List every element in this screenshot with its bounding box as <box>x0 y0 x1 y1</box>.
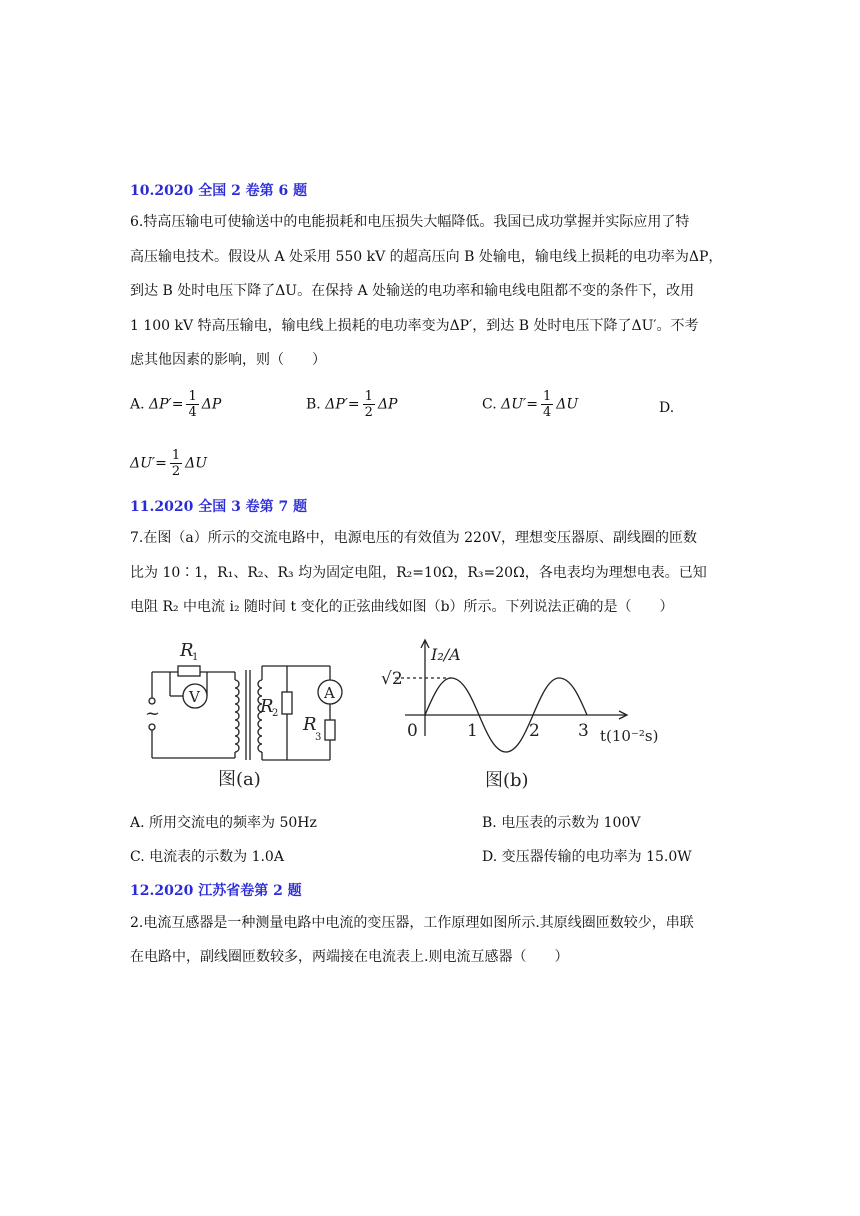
caption-figure-b: 图(b) <box>485 770 529 790</box>
q12-heading: 12.2020 江苏省卷第 2 题 <box>130 883 302 899</box>
q10-option-c: C. ΔU′= $\frac{1}{4}$ ΔU <box>482 389 579 420</box>
q10-line-4: 1 100 kV 特高压输电，输电线上损耗的电功率变为ΔP′，到达 B 处时电压下降了ΔU′。不考 <box>130 318 699 334</box>
q11-line-3: 电阻 R₂ 中电流 i₂ 随时间 t 变化的正弦曲线如图（b）所示。下列说法正确的是（ ） <box>130 599 674 615</box>
q11-option-a: A. 所用交流电的频率为 50Hz <box>130 815 317 831</box>
label-ammeter: A <box>324 684 335 702</box>
q11-heading: 11.2020 全国 3 卷第 7 题 <box>130 499 308 515</box>
label-r2-sub: 2 <box>272 708 279 719</box>
q10-option-d: ΔU′= $\frac{1}{2}$ ΔU <box>130 448 208 479</box>
label-r1-sub: 1 <box>192 652 199 663</box>
q10-heading: 10.2020 全国 2 卷第 6 题 <box>130 183 308 199</box>
q12-line-2: 在电路中，副线圈匝数较多，两端接在电流表上.则电流互感器（ ） <box>130 949 569 965</box>
q11-line-1: 7.在图（a）所示的交流电路中，电源电压的有效值为 220V，理想变压器原、副线圈的匝数 <box>130 530 697 546</box>
label-voltmeter: V <box>189 688 200 706</box>
resistor-r1 <box>178 666 200 676</box>
origin-label: 0 <box>407 721 418 741</box>
caption-figure-a: 图(a) <box>218 769 261 790</box>
q11-option-b: B. 电压表的示数为 100V <box>482 815 641 831</box>
q10-option-b: B. ΔP′= $\frac{1}{2}$ ΔP <box>306 389 398 420</box>
y-axis-label: I₂/A <box>431 645 461 664</box>
resistor-r3 <box>325 720 335 740</box>
q10-option-a: A. ΔP′= $\frac{1}{4}$ ΔP <box>130 389 222 420</box>
q10-line-5: 虑其他因素的影响，则（ ） <box>130 352 326 368</box>
label-r3: R <box>303 714 317 735</box>
q12-line-1: 2.电流互感器是一种测量电路中电流的变压器，工作原理如图所示.其原线圈匝数较少，串联 <box>130 915 694 931</box>
x-tick-1: 1 <box>467 721 478 741</box>
q11-option-c: C. 电流表的示数为 1.0A <box>130 849 284 865</box>
q10-line-1: 6.特高压输电可使输送中的电能损耗和电压损失大幅降低。我国已成功掌握并实际应用了特 <box>130 214 690 230</box>
label-r1: R <box>180 640 194 661</box>
x-axis-label: t(10⁻²s) <box>600 727 659 745</box>
resistor-r2 <box>282 692 292 714</box>
x-tick-3: 3 <box>578 721 589 741</box>
peak-label: √2 <box>381 669 403 689</box>
circuit-diagram-a <box>140 630 350 790</box>
q10-line-3: 到达 B 处时电压下降了ΔU。在保持 A 处输送的电功率和输电线电阻都不变的条件下，改用 <box>130 283 695 299</box>
x-tick-2: 2 <box>529 721 540 741</box>
q11-option-d: D. 变压器传输的电功率为 15.0W <box>482 849 692 865</box>
ac-source-icon: ~ <box>145 703 161 724</box>
label-r2: R <box>260 696 274 717</box>
q11-line-2: 比为 10∶1，R₁、R₂、R₃ 均为固定电阻，R₂=10Ω，R₃=20Ω，各电表均为理想电表。已知 <box>130 565 707 581</box>
q10-option-d-label: D. <box>659 400 675 416</box>
sine-graph-b <box>375 636 665 790</box>
q10-line-2: 高压输电技术。假设从 A 处采用 550 kV 的超高压向 B 处输电，输电线上损耗的电功率为ΔP， <box>130 249 723 265</box>
label-r3-sub: 3 <box>315 732 322 743</box>
